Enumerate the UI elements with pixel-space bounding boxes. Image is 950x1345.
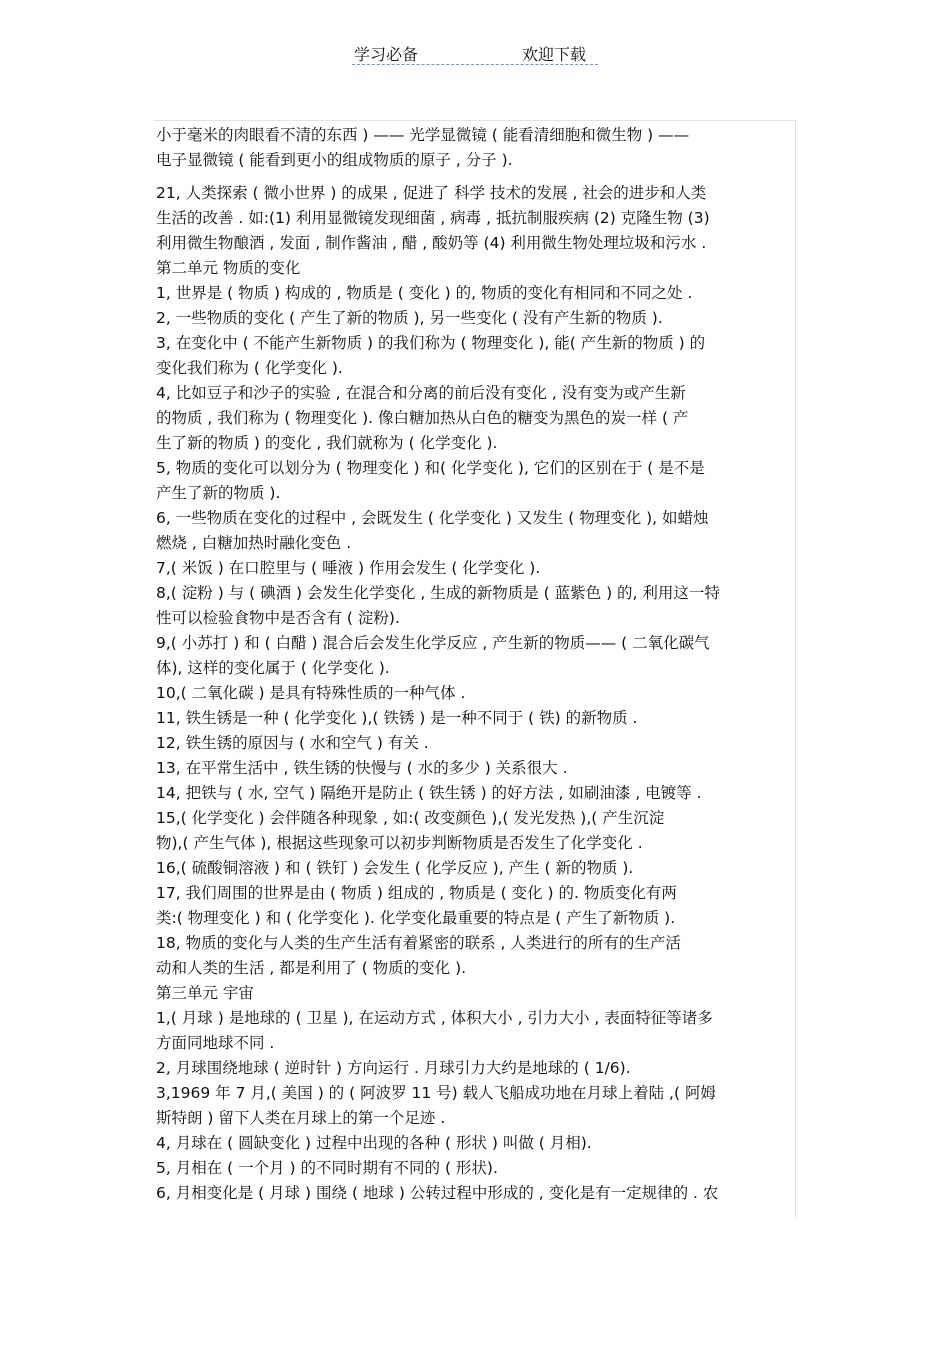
document-body bbox=[156, 123, 796, 1206]
text-line: 6, 一些物质在变化的过程中 , 会既发生 ( 化学变化 ) 又发生 ( 物理变化 ), 如蜡烛 bbox=[156, 509, 709, 527]
text-line: 1,( 月球 ) 是地球的 ( 卫星 ), 在运动方式 , 体积大小 , 引力大小 , 表面特征等诸多 bbox=[156, 1009, 713, 1027]
text-line: 方面同地球不同 . bbox=[156, 1034, 275, 1052]
text-line: 燃烧 , 白糖加热时融化变色 . bbox=[156, 534, 352, 552]
text-line: 斯特朗 ) 留下人类在月球上的第一个足迹 . bbox=[156, 1109, 446, 1127]
page-header bbox=[352, 40, 598, 65]
paragraph-gap bbox=[156, 173, 796, 181]
text-line: 利用微生物酿酒 , 发面 , 制作酱油 , 醋 , 酸奶等 (4) 利用微生物处理垃圾和污水 . bbox=[156, 234, 707, 252]
text-line: 5, 月相在 ( 一个月 ) 的不同时期有不同的 ( 形状). bbox=[156, 1159, 498, 1177]
text-line: 8,( 淀粉 ) 与 ( 碘酒 ) 会发生化学变化 , 生成的新物质是 ( 蓝紫色 ) 的, 利用这一特 bbox=[156, 584, 720, 602]
text-line: 类:( 物理变化 ) 和 ( 化学变化 ). 化学变化最重要的特点是 ( 产生了新物质 ). bbox=[156, 909, 676, 927]
text-line: 10,( 二氧化碳 ) 是具有特殊性质的一种气体 . bbox=[156, 684, 466, 702]
text-line: 17, 我们周围的世界是由 ( 物质 ) 组成的 , 物质是 ( 变化 ) 的. 物质变化有两 bbox=[156, 884, 677, 902]
text-line: 小于毫米的肉眼看不清的东西 ) —— 光学显微镜 ( 能看清细胞和微生物 ) —— bbox=[156, 126, 690, 144]
text-line: 21, 人类探索 ( 微小世界 ) 的成果 , 促进了 科学 技术的发展 , 社会的进步和人类 bbox=[156, 184, 707, 202]
section-heading: 第二单元 物质的变化 bbox=[156, 259, 301, 277]
text-line: 18, 物质的变化与人类的生产生活有着紧密的联系 , 人类进行的所有的生产活 bbox=[156, 934, 681, 952]
text-line: 动和人类的生活 , 都是利用了 ( 物质的变化 ). bbox=[156, 959, 467, 977]
text-line: 1, 世界是 ( 物质 ) 构成的 , 物质是 ( 变化 ) 的, 物质的变化有相同和不同之处 . bbox=[156, 284, 693, 302]
header-right-text: 欢迎下载 bbox=[522, 45, 587, 64]
section-heading: 第三单元 宇宙 bbox=[156, 984, 254, 1002]
text-line: 12, 铁生锈的原因与 ( 水和空气 ) 有关 . bbox=[156, 734, 429, 752]
text-line: 生了新的物质 ) 的变化 , 我们就称为 ( 化学变化 ). bbox=[156, 434, 498, 452]
text-line: 2, 一些物质的变化 ( 产生了新的物质 ), 另一些变化 ( 没有产生新的物质 ). bbox=[156, 309, 663, 327]
text-line: 性可以检验食物中是否含有 ( 淀粉). bbox=[156, 609, 400, 627]
text-line: 产生了新的物质 ). bbox=[156, 484, 281, 502]
text-line: 9,( 小苏打 ) 和 ( 白醋 ) 混合后会发生化学反应 , 产生新的物质—— ( 二氧化碳气 bbox=[156, 634, 710, 652]
text-line: 6, 月相变化是 ( 月球 ) 围绕 ( 地球 ) 公转过程中形成的 , 变化是有一定规律的 . 农 bbox=[156, 1184, 719, 1202]
text-line: 11, 铁生锈是一种 ( 化学变化 ),( 铁锈 ) 是一种不同于 ( 铁) 的新物质 . bbox=[156, 709, 638, 727]
text-line: 4, 月球在 ( 圆缺变化 ) 过程中出现的各种 ( 形状 ) 叫做 ( 月相). bbox=[156, 1134, 592, 1152]
text-line: 15,( 化学变化 ) 会伴随各种现象 , 如:( 改变颜色 ),( 发光发热 ),( 产生沉淀 bbox=[156, 809, 665, 827]
text-line: 的物质 , 我们称为 ( 物理变化 ). 像白糖加热从白色的糖变为黑色的炭一样 ( 产 bbox=[156, 409, 689, 427]
text-line: 生活的改善 . 如:(1) 利用显微镜发现细菌 , 病毒 , 抵抗制服疾病 (2) 克隆生物 (3) bbox=[156, 209, 710, 227]
text-line: 7,( 米饭 ) 在口腔里与 ( 唾液 ) 作用会发生 ( 化学变化 ). bbox=[156, 559, 541, 577]
text-line: 电子显微镜 ( 能看到更小的组成物质的原子 , 分子 ). bbox=[156, 151, 513, 169]
text-line: 16,( 硫酸铜溶液 ) 和 ( 铁钉 ) 会发生 ( 化学反应 ), 产生 ( 新的物质 ). bbox=[156, 859, 634, 877]
text-line: 体), 这样的变化属于 ( 化学变化 ). bbox=[156, 659, 390, 677]
text-line: 物),( 产生气体 ), 根据这些现象可以初步判断物质是否发生了化学变化 . bbox=[156, 834, 643, 852]
text-line: 3, 在变化中 ( 不能产生新物质 ) 的我们称为 ( 物理变化 ), 能( 产生新的物质 ) 的 bbox=[156, 334, 706, 352]
header-left-text: 学习必备 bbox=[354, 45, 419, 64]
text-line: 3,1969 年 7 月,( 美国 ) 的 ( 阿波罗 11 号) 载人飞船成功地在月球上着陆 ,( 阿姆 bbox=[156, 1084, 716, 1102]
text-line: 5, 物质的变化可以划分为 ( 物理变化 ) 和( 化学变化 ), 它们的区别在于 ( 是不是 bbox=[156, 459, 705, 477]
text-line: 14, 把铁与 ( 水, 空气 ) 隔绝开是防止 ( 铁生锈 ) 的好方法 , 如刷油漆 , 电镀等 . bbox=[156, 784, 702, 802]
text-line: 2, 月球围绕地球 ( 逆时针 ) 方向运行 . 月球引力大约是地球的 ( 1/6). bbox=[156, 1059, 631, 1077]
text-line: 4, 比如豆子和沙子的实验 , 在混合和分离的前后没有变化 , 没有变为或产生新 bbox=[156, 384, 686, 402]
text-line: 变化我们称为 ( 化学变化 ). bbox=[156, 359, 343, 377]
text-line: 13, 在平常生活中 , 铁生锈的快慢与 ( 水的多少 ) 关系很大 . bbox=[156, 759, 568, 777]
